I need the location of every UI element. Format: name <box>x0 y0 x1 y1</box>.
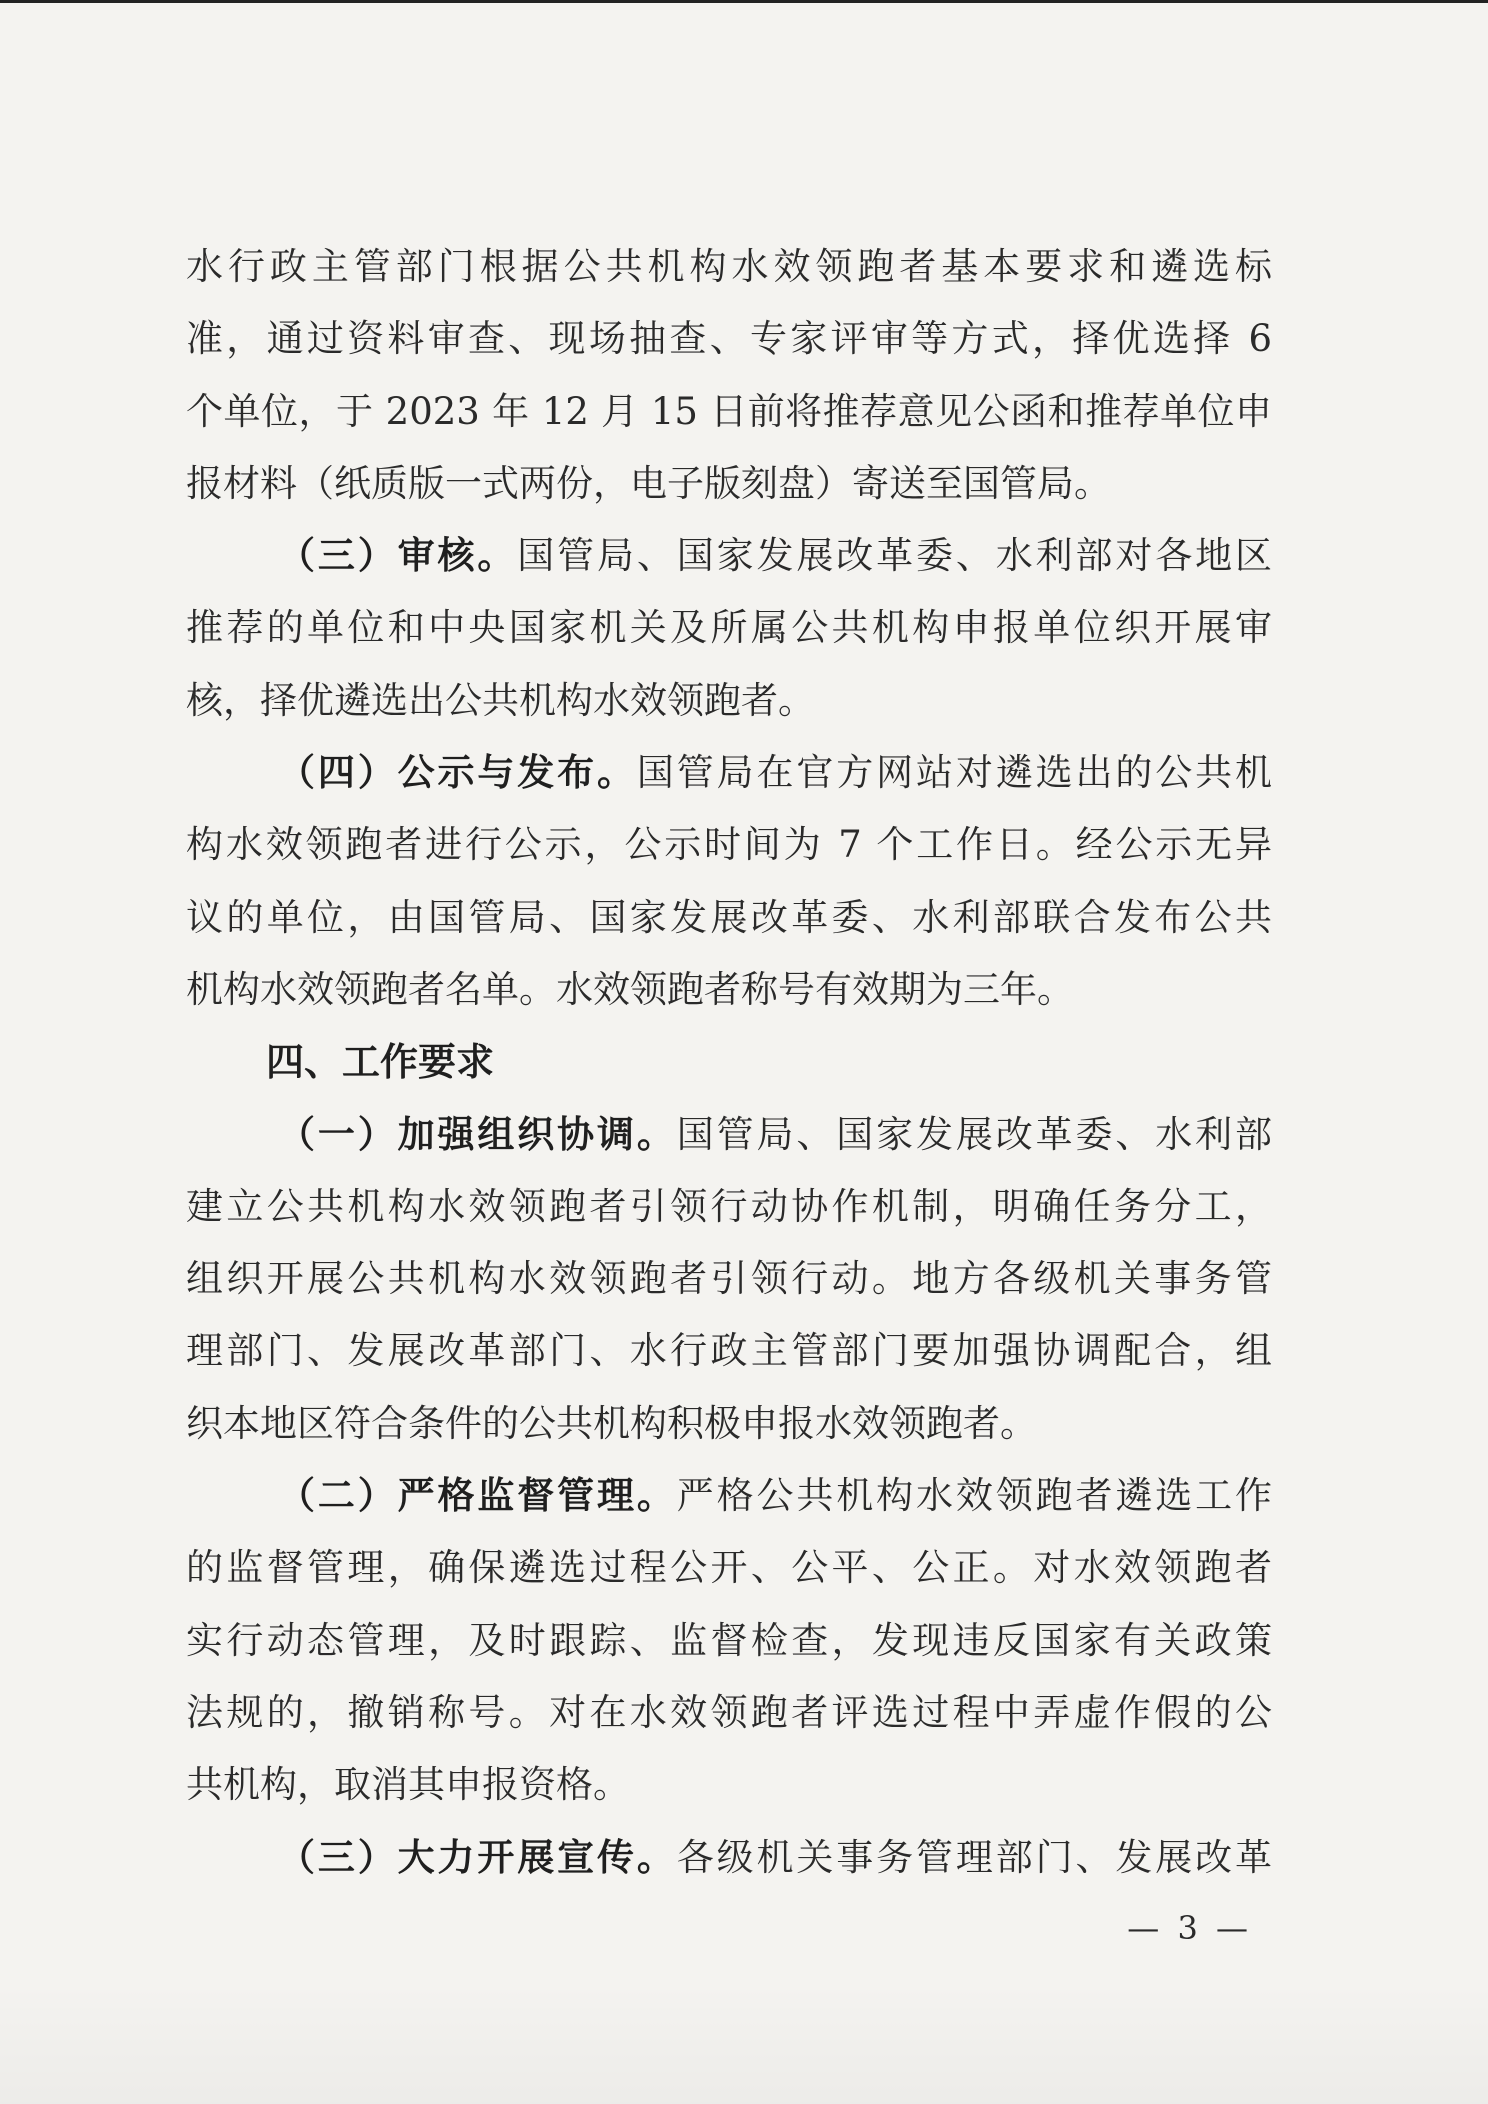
paragraph-first-line <box>186 1460 1272 1532</box>
paragraph-lead: （三）大力开展宣传。 <box>278 1835 677 1879</box>
paragraph-lead: （三）审核。 <box>278 534 518 578</box>
text-line: 织本地区符合条件的公共机构积极申报水效领跑者。 <box>186 1401 1037 1445</box>
scan-shadow <box>0 1984 1488 2104</box>
text-line: 议的单位，由国管局、国家发展改革委、水利部联合发布公共 <box>186 895 1272 939</box>
text-line: 法规的，撤销称号。对在水效领跑者评选过程中弄虚作假的公 <box>186 1690 1272 1734</box>
section-heading: 四、工作要求 <box>266 1040 495 1085</box>
paragraph-text: 严格公共机构水效领跑者遴选工作 <box>676 1474 1272 1518</box>
text-line: 机构水效领跑者名单。水效领跑者称号有效期为三年。 <box>186 967 1074 1011</box>
text-line: 水行政主管部门根据公共机构水效领跑者基本要求和遴选标 <box>186 245 1272 288</box>
text-line: 核，择优遴选出公共机构水效领跑者。 <box>186 678 815 722</box>
paragraph-lead: （四）公示与发布。 <box>278 751 637 795</box>
text-line: 实行动态管理，及时跟踪、监督检查，发现违反国家有关政策 <box>186 1618 1272 1662</box>
text-line: 推荐的单位和中央国家机关及所属公共机构申报单位织开展审 <box>186 606 1272 650</box>
paragraph-text: 各级机关事务管理部门、发展改革 <box>676 1835 1272 1879</box>
text-line: 个单位，于 2023 年 12 月 15 日前将推荐意见公函和推荐单位申 <box>186 389 1272 433</box>
text-line: 准，通过资料审查、现场抽查、专家评审等方式，择优选择 6 <box>186 317 1272 361</box>
text-line: 报材料（纸质版一式两份，电子版刻盘）寄送至国管局。 <box>186 461 1111 505</box>
text-line: 构水效领跑者进行公示，公示时间为 7 个工作日。经公示无异 <box>186 823 1272 867</box>
paragraph-text: 国管局、国家发展改革委、水利部对各地区 <box>517 534 1272 578</box>
document-body <box>186 231 1272 1894</box>
paragraph-lead: （二）严格监督管理。 <box>278 1474 677 1518</box>
text-line: 理部门、发展改革部门、水行政主管部门要加强协调配合，组 <box>186 1329 1272 1373</box>
text-line: 的监督管理，确保遴选过程公开、公平、公正。对水效领跑者 <box>186 1546 1272 1590</box>
text-line: 组织开展公共机构水效领跑者引领行动。地方各级机关事务管 <box>186 1257 1272 1301</box>
page-number: — 3 — <box>1127 1909 1252 1947</box>
text-line: 建立公共机构水效领跑者引领行动协作机制，明确任务分工， <box>186 1184 1272 1228</box>
paragraph-first-line <box>186 520 1272 592</box>
paragraph-lead: （一）加强组织协调。 <box>278 1112 677 1156</box>
paragraph-first-line <box>186 1099 1272 1171</box>
paragraph-text: 国管局在官方网站对遴选出的公共机 <box>636 751 1272 795</box>
paragraph-first-line <box>186 1822 1272 1894</box>
text-line: 共机构，取消其申报资格。 <box>186 1763 630 1807</box>
paragraph-first-line <box>186 737 1272 809</box>
paragraph-text: 国管局、国家发展改革委、水利部 <box>676 1112 1272 1156</box>
